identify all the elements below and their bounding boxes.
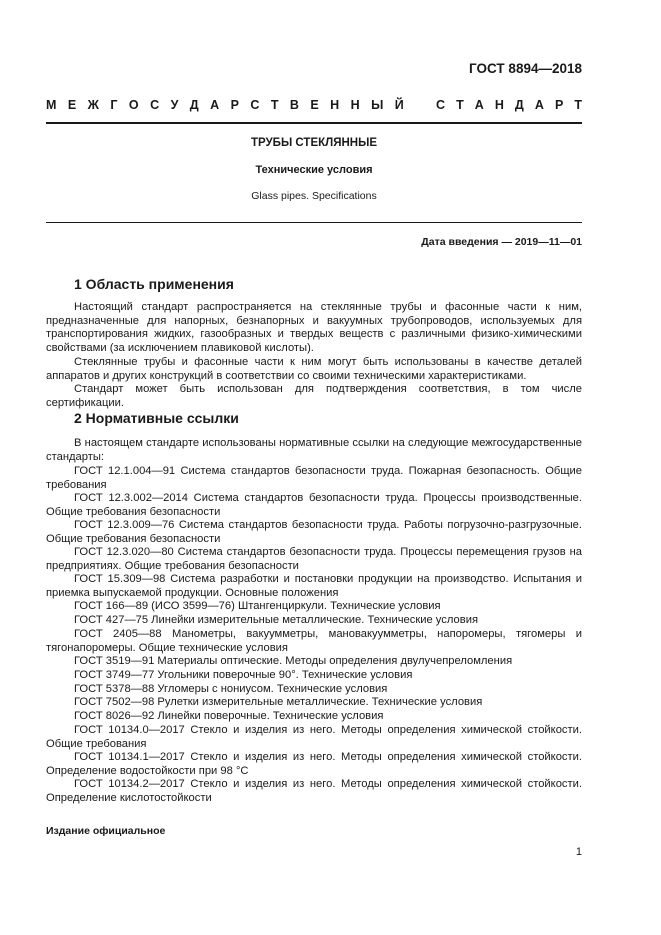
title-rule (46, 222, 582, 223)
document-subtitle: Технические условия (255, 164, 373, 176)
reference-item: ГОСТ 7502—98 Рулетки измерительные металлические. Технические условия (74, 696, 483, 708)
banner-letter: С (436, 98, 446, 112)
reference-item: ГОСТ 12.1.004—91 Система стандартов безопасности труда. Пожарная безопасность. Общие требования (46, 465, 582, 491)
banner-letter: Д (514, 98, 524, 112)
banner-letter: Р (230, 98, 239, 112)
banner-letter: У (170, 98, 179, 112)
reference-item: ГОСТ 3519—91 Материалы оптические. Методы определения двулучепреломления (74, 655, 513, 667)
header-rule (46, 122, 582, 124)
banner-letter: Е (310, 98, 319, 112)
section-2-intro: В настоящем стандарте использованы нормативные ссылки на следующие межгосударственные стандарты: (46, 437, 582, 463)
reference-item: ГОСТ 427—75 Линейки измерительные металлические. Технические условия (74, 614, 478, 626)
english-title: Glass pipes. Specifications (251, 190, 377, 202)
reference-item: ГОСТ 8026—92 Линейки поверочные. Технические условия (74, 710, 384, 722)
banner-letter: Ы (371, 98, 384, 112)
reference-item: ГОСТ 5378—88 Угломеры с нониусом. Технические условия (74, 683, 388, 695)
banner-letter: Н (330, 98, 340, 112)
banner-letter: Т (456, 98, 464, 112)
reference-item: ГОСТ 10134.1—2017 Стекло и изделия из него. Методы определения химической стойкости. Определение водостойкости при 98 °С (46, 751, 582, 777)
banner-letter: С (250, 98, 260, 112)
banner-letter: В (289, 98, 299, 112)
reference-item: ГОСТ 166—89 (ИСО 3599—76) Штангенциркули. Технические условия (74, 600, 441, 612)
interstate-word-2 (436, 98, 582, 112)
introduction-date: Дата введения — 2019—11—01 (421, 236, 582, 248)
banner-letter: А (210, 98, 220, 112)
reference-item: ГОСТ 10134.2—2017 Стекло и изделия из него. Методы определения химической стойкости. Определение кислотостойкости (46, 778, 582, 804)
reference-item: ГОСТ 10134.0—2017 Стекло и изделия из него. Методы определения химической стойкости. Общие требования (46, 724, 582, 750)
banner-letter: А (534, 98, 544, 112)
banner-letter: М (46, 98, 57, 112)
reference-item: ГОСТ 12.3.020—80 Система стандартов безопасности труда. Процессы перемещения грузов на предприятиях. Общие требования безопасности (46, 546, 582, 572)
interstate-standard-banner (46, 98, 582, 112)
banner-letter: Е (67, 98, 77, 112)
reference-item: ГОСТ 3749—77 Угольники поверочные 90°. Технические условия (74, 669, 413, 681)
banner-letter: Н (494, 98, 504, 112)
banner-letter: Д (189, 98, 199, 112)
section-2-heading: 2 Нормативные ссылки (74, 410, 239, 426)
reference-item: ГОСТ 2405—88 Манометры, вакуумметры, мановакуумметры, напоромеры, тягомеры и тягонапоромеры. Общие технические условия (46, 628, 582, 654)
banner-letter: Н (350, 98, 360, 112)
section-1-paragraph: Стандарт может быть использован для подтверждения соответствия, в том числе сертификации. (46, 383, 582, 409)
standard-number: ГОСТ 8894—2018 (469, 61, 582, 76)
banner-letter: О (128, 98, 139, 112)
reference-item: ГОСТ 12.3.009—76 Система стандартов безопасности труда. Работы погрузочно-разгрузочные. Общие требования безопасности (46, 519, 582, 545)
banner-letter: С (150, 98, 160, 112)
banner-letter: А (474, 98, 484, 112)
reference-item: ГОСТ 15.309—98 Система разработки и постановки продукции на производство. Испытания и приемка выпускаемой продукции. Основные положения (46, 573, 582, 599)
banner-letter: Т (574, 98, 582, 112)
banner-letter: Р (554, 98, 564, 112)
banner-letter: Г (110, 98, 118, 112)
banner-letter: Й (394, 98, 404, 112)
official-edition-note: Издание официальное (46, 825, 166, 837)
section-1-heading: 1 Область применения (74, 276, 234, 292)
section-1-paragraph: Стеклянные трубы и фасонные части к ним могут быть использованы в качестве деталей аппаратов и других конструкций в соответствии со своими техническими характеристиками. (46, 356, 582, 382)
document-title: ТРУБЫ СТЕКЛЯННЫЕ (250, 137, 378, 149)
reference-item: ГОСТ 12.3.002—2014 Система стандартов безопасности труда. Процессы производственные. Общие требования безопасности (46, 492, 582, 518)
section-1-paragraph: Настоящий стандарт распространяется на стеклянные трубы и фасонные части к ним, предназначенные для напорных, безнапорных и вакуумных трубопроводов, используемых для транспортирования жидких, газообразных и твердых веществ с различными физико-химическими свойствами (за исключением плавиковой кислоты). (46, 301, 582, 354)
interstate-word-1 (46, 98, 404, 112)
page-number: 1 (575, 846, 582, 858)
banner-letter: Т (270, 98, 279, 112)
banner-letter: Ж (87, 98, 99, 112)
